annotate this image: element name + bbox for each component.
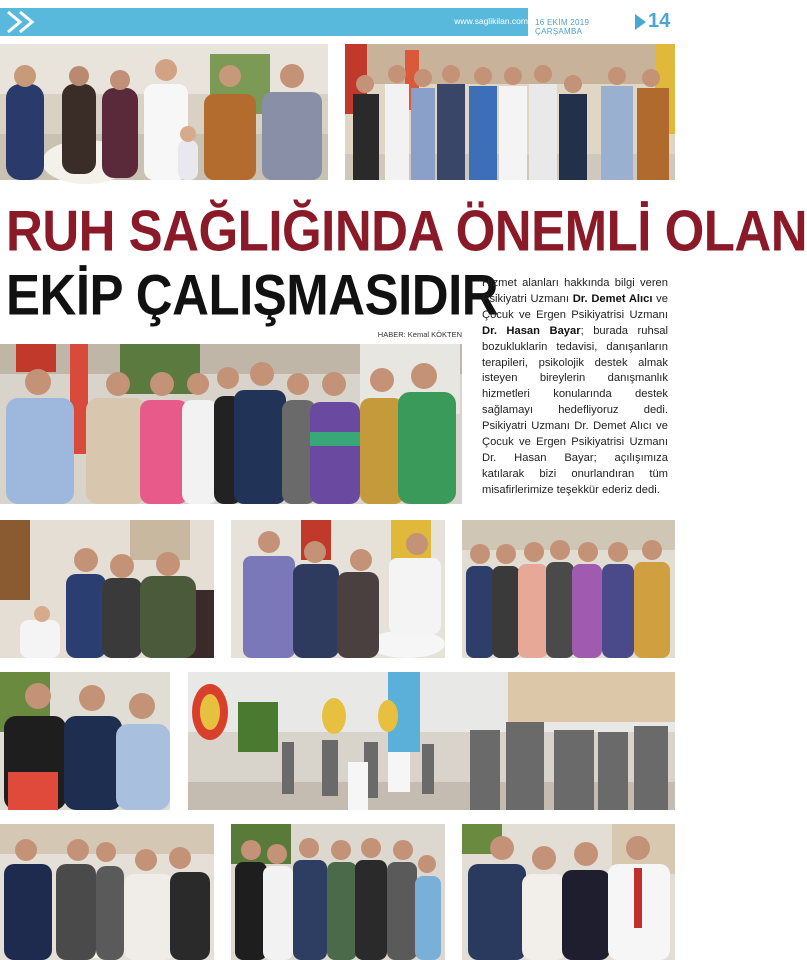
- photo-women-group: [0, 344, 462, 504]
- photo-doctors: [462, 824, 675, 960]
- article-body: [482, 276, 668, 516]
- body-part: ; burada ruhsal bozukluklarin tedavisi, danışanların terapileri, psikolojik destek almak isteyen bireylerin danışmanlık hizmetleri konularında destek sağlamayı hedefliyoruz dedi. Psikiyatri Uzmanı Dr. Demet Alıcı ve Çocuk ve Ergen Psikiyatrisi Uzmanı Dr. Hasan Bayar; açılışımıza katılarak bizi onurlandıran tüm misafirlerimize teşekkür ederiz dedi.: [482, 324, 668, 496]
- site-url[interactable]: www.saglikilan.com: [454, 16, 528, 26]
- body-part: Hizmet alanları hakkında bilgi veren Psikiyatri Uzmanı: [482, 277, 668, 305]
- photo-three-women: [0, 672, 170, 810]
- photo-family-table: [0, 824, 214, 960]
- byline: HABER: Kemal KÖKTEN: [377, 330, 462, 339]
- photo-group-indoor: [231, 824, 445, 960]
- doctor-name: Dr. Demet Alıcı: [572, 292, 653, 305]
- doctor-name: Dr. Hasan Bayar: [482, 324, 581, 337]
- headline-line-2: EKİP ÇALIŞMASIDIR: [6, 263, 499, 327]
- play-triangle-icon: [633, 13, 647, 31]
- photo-reception-table: [231, 520, 445, 658]
- photo-staff-group: [345, 44, 675, 180]
- photo-family-group: [0, 44, 328, 180]
- photo-women-row: [462, 520, 675, 658]
- headline-line-1: RUH SAĞLIĞINDA ÖNEMLİ OLAN: [6, 199, 807, 263]
- body-part: ve Çocuk ve Ergen Psikiyatrisi Uzmanı: [482, 292, 668, 321]
- photo-opening-venue: [188, 672, 675, 810]
- chevron-double-right-icon: [4, 10, 56, 34]
- issue-date: 16 EKİM 2019 ÇARŞAMBA: [535, 18, 590, 36]
- photo-headscarf-women: [0, 520, 214, 658]
- page-number: 14: [648, 10, 671, 32]
